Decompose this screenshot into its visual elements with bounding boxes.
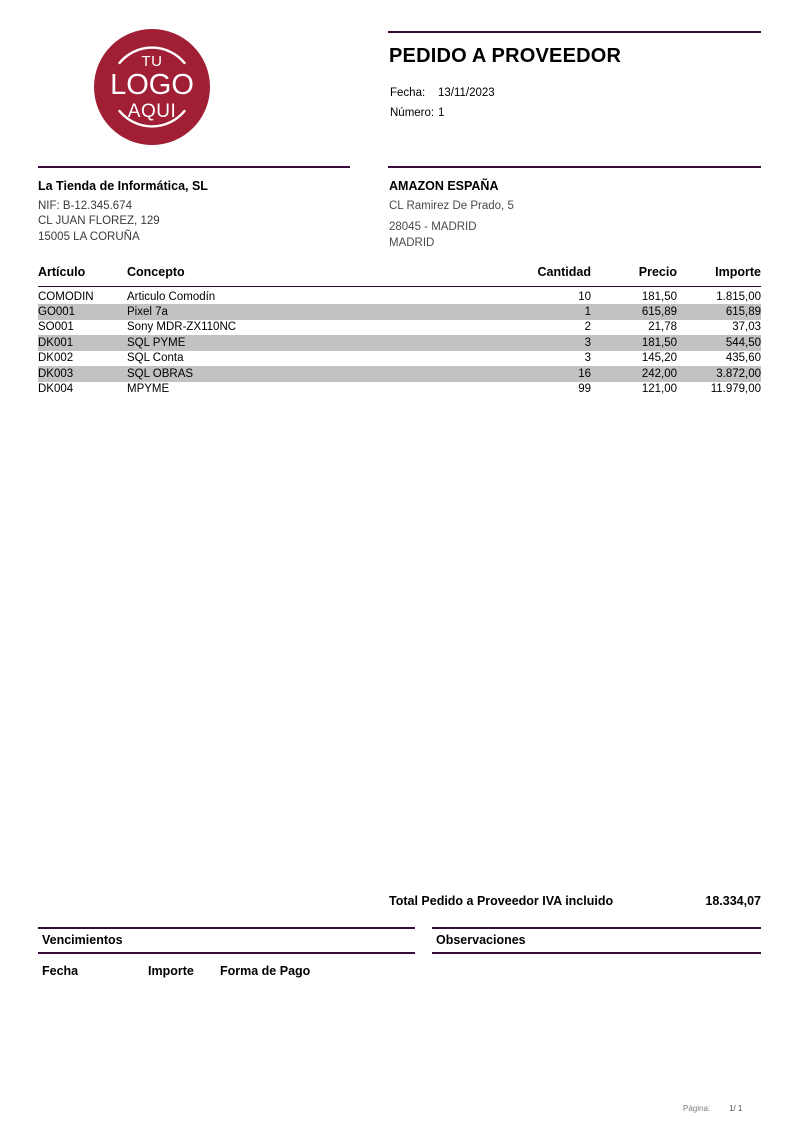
footer-page-number: 1/ 1 [729, 1104, 743, 1113]
cell-importe: 615,89 [725, 305, 761, 318]
vencimientos-top-divider [38, 927, 415, 929]
cell-precio: 21,78 [648, 321, 677, 334]
issuer-street: CL JUAN FLOREZ, 129 [38, 215, 160, 227]
cell-concepto: MPYME [127, 383, 170, 396]
vencimientos-col-forma-de-pago: Forma de Pago [220, 964, 311, 978]
col-header-importe: Importe [715, 265, 761, 279]
cell-importe: 37,03 [732, 321, 761, 334]
cell-articulo: SO001 [38, 321, 74, 334]
cell-precio: 145,20 [641, 352, 677, 365]
table-row [38, 287, 761, 305]
vencimientos-col-importe: Importe [148, 964, 194, 978]
logo-line-3: AQUI [127, 100, 177, 122]
table-row [38, 304, 761, 320]
cell-cantidad: 3 [584, 336, 591, 349]
table-row [38, 335, 761, 351]
table-row [38, 382, 761, 398]
issuer-city: 15005 LA CORUÑA [38, 230, 140, 243]
logo-line-2: LOGO [110, 68, 194, 101]
cell-cantidad: 3 [584, 352, 591, 365]
logo-line-1: TU [141, 52, 163, 70]
observaciones-title: Observaciones [436, 933, 526, 947]
cell-articulo: DK004 [38, 383, 74, 396]
total-value: 18.334,07 [705, 894, 761, 908]
items-table-head [38, 265, 761, 287]
cell-articulo: DK001 [38, 336, 74, 349]
table-row [38, 351, 761, 367]
cell-articulo: DK002 [38, 352, 74, 365]
fecha-value: 13/11/2023 [438, 87, 495, 99]
cell-importe: 3.872,00 [716, 367, 761, 380]
items-header-row [38, 265, 761, 287]
items-table [38, 265, 761, 397]
cell-precio: 121,00 [641, 383, 677, 396]
col-header-articulo: Artículo [38, 265, 86, 279]
supplier-province: MADRID [389, 236, 435, 249]
numero-value: 1 [438, 107, 445, 119]
cell-cantidad: 2 [584, 321, 591, 334]
header-divider [388, 31, 761, 33]
company-logo [94, 29, 210, 145]
cell-articulo: GO001 [38, 305, 76, 318]
total-label: Total Pedido a Proveedor IVA incluido [389, 894, 614, 908]
vencimientos-col-fecha: Fecha [42, 964, 79, 978]
vencimientos-title: Vencimientos [42, 933, 123, 947]
table-row [38, 320, 761, 336]
footer-page-label: Página: [683, 1104, 711, 1113]
col-header-concepto: Concepto [127, 265, 185, 279]
cell-importe: 1.815,00 [716, 291, 761, 303]
supplier-divider [388, 166, 761, 168]
supplier-street: CL Ramirez De Prado, 5 [389, 199, 514, 212]
cell-concepto: SQL Conta [127, 352, 184, 365]
cell-articulo: COMODIN [38, 291, 94, 303]
cell-cantidad: 10 [578, 291, 591, 303]
issuer-name: La Tienda de Informática, SL [38, 179, 208, 193]
cell-precio: 181,50 [641, 336, 677, 349]
vencimientos-bottom-divider [38, 952, 415, 954]
col-header-cantidad: Cantidad [537, 265, 591, 279]
items-table-body [38, 287, 761, 398]
observaciones-bottom-divider [432, 952, 761, 954]
cell-precio: 615,89 [641, 305, 677, 318]
cell-concepto: Articulo Comodín [127, 291, 216, 303]
numero-label: Número: [390, 107, 435, 119]
col-header-precio: Precio [638, 265, 677, 279]
issuer-block [38, 179, 368, 245]
cell-concepto: Pixel 7a [127, 305, 168, 318]
cell-precio: 242,00 [641, 367, 677, 380]
document-title: PEDIDO A PROVEEDOR [389, 45, 622, 67]
issuer-nif: NIF: B-12.345.674 [38, 199, 132, 212]
cell-importe: 435,60 [725, 352, 761, 365]
cell-cantidad: 16 [578, 367, 591, 380]
cell-importe: 11.979,00 [710, 383, 761, 396]
cell-cantidad: 99 [578, 383, 591, 396]
observaciones-top-divider [432, 927, 761, 929]
cell-precio: 181,50 [641, 291, 677, 303]
fecha-label: Fecha: [390, 87, 426, 99]
supplier-postal-city: 28045 - MADRID [389, 221, 477, 233]
cell-concepto: SQL OBRAS [127, 367, 194, 380]
cell-articulo: DK003 [38, 367, 74, 380]
supplier-block [389, 179, 769, 251]
cell-concepto: Sony MDR-ZX110NC [127, 321, 237, 334]
cell-cantidad: 1 [584, 305, 591, 318]
logo-text [94, 29, 210, 145]
cell-concepto: SQL PYME [127, 336, 186, 349]
issuer-divider [38, 166, 350, 168]
supplier-name: AMAZON ESPAÑA [389, 179, 499, 193]
table-row [38, 366, 761, 382]
items-table-container [38, 265, 761, 397]
cell-importe: 544,50 [725, 336, 761, 349]
